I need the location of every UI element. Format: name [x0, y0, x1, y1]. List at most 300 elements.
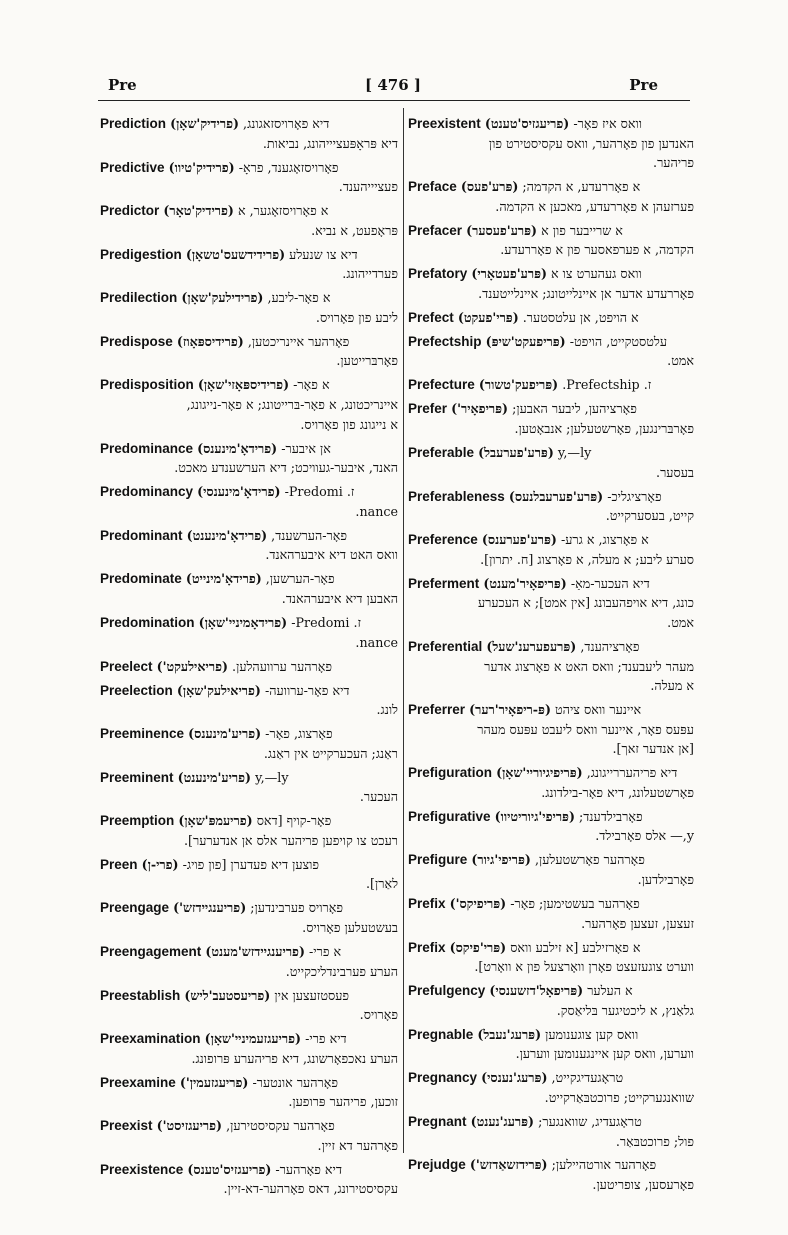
definition-line: בעסער. — [656, 464, 694, 480]
definition-line: הערע פערבינדליכקייט. — [285, 963, 398, 979]
headword: Preexamination — [100, 1031, 201, 1047]
definition-line: לאַרן]. — [366, 876, 398, 892]
entry-first-line — [408, 221, 694, 241]
headword: Prefacer — [408, 222, 463, 238]
pronunciation: (פריעגזעמיניי'שאָן) — [204, 1031, 302, 1047]
definition-text: פאָרהער פאָרשטעלען, — [534, 852, 645, 868]
definition-text: פאָרהער עקסיסטירען, — [226, 1118, 335, 1134]
definition-line: פערזעהן א פאָררעדע, מאכען א הקדמה. — [495, 198, 694, 214]
dictionary-entry — [408, 177, 694, 216]
pronunciation: (פרידילעק'שאָן) — [181, 290, 264, 306]
dictionary-entry — [100, 158, 398, 197]
definition-line: nance. — [355, 634, 398, 650]
entry-first-line — [100, 439, 398, 459]
left-guide-word: Pre — [108, 76, 137, 94]
headword: Prefix — [408, 896, 446, 912]
definition-line: א מעלה. — [650, 678, 694, 694]
pronunciation: (פּריפי'גיור) — [471, 852, 531, 868]
entry-first-line — [100, 768, 398, 788]
headword: Prefecture — [408, 377, 475, 393]
entry-first-line — [100, 201, 398, 221]
headword: Prefatory — [408, 266, 468, 282]
definition-text: ז. Predomi- — [284, 484, 355, 500]
headword: Preeminent — [100, 769, 174, 785]
headword: Preexamine — [100, 1074, 176, 1090]
definition-line: [אן אנדער זאך]. — [612, 741, 694, 757]
pronunciation: (פריעגזיס'טענס) — [187, 1161, 272, 1177]
headword: Preexistence — [100, 1161, 184, 1177]
definition-text: אן איבער- — [281, 440, 331, 456]
dictionary-entry — [408, 850, 694, 889]
headword: Prefix — [408, 939, 446, 955]
entry-first-line — [100, 482, 398, 502]
definition-text: פוצען דיא פעדערן [פון פויג- — [182, 856, 320, 872]
page-header — [98, 76, 688, 98]
pronunciation: (פּ-ריפאָיר'רער) — [469, 702, 551, 718]
definition-line: עפּעס פאָר, איינער וואס ליעבט עפּעס מעהר — [477, 721, 694, 737]
pronunciation: (פּריפיקס') — [449, 896, 507, 912]
headword: Preexist — [100, 1118, 153, 1134]
pronunciation: (פרידיק'טאָר) — [163, 203, 234, 219]
pronunciation: (פּריפאָל'דזשענסי) — [489, 983, 584, 999]
entry-first-line — [100, 855, 398, 875]
entry-first-line — [408, 264, 694, 284]
dictionary-entry — [100, 439, 398, 478]
headword: Predisposition — [100, 377, 194, 393]
definition-line: אמט. — [667, 614, 694, 630]
pronunciation: (פריאילעקט') — [156, 658, 228, 674]
entry-first-line — [408, 1068, 694, 1088]
dictionary-entry — [100, 482, 398, 521]
definition-line: גלאַנץ, א ליכטיגער בּליאַסק. — [556, 1002, 694, 1018]
pronunciation: (פריעסטעב'ליש) — [184, 987, 271, 1003]
dictionary-entry — [408, 894, 694, 933]
dictionary-entry — [100, 811, 398, 850]
headword: Preexistent — [408, 116, 481, 131]
headword: Predictor — [100, 203, 160, 219]
headword: Prefigurative — [408, 808, 491, 824]
pronunciation: (פרידאָ'מינענס) — [197, 440, 278, 456]
headword: Prefect — [408, 309, 454, 325]
definition-text: פאָרהער אורטהיילען; — [551, 1157, 657, 1173]
dictionary-entry — [408, 375, 694, 395]
headword: Preferrer — [408, 702, 466, 718]
definition-text: א פאָרויסזאָגער, א — [238, 203, 329, 219]
definition-text: דיא פרי- — [305, 1031, 347, 1047]
dictionary-entry — [100, 898, 398, 937]
definition-text: טראָגעדיגקייט, — [551, 1070, 624, 1086]
entry-first-line — [408, 981, 694, 1001]
pronunciation: (פּריפעקט'שיפּ) — [485, 333, 566, 349]
entry-first-line — [408, 1155, 694, 1175]
headword: Preferment — [408, 575, 480, 591]
definition-line: ראַנג; העכערקייט אין ראַנג. — [263, 745, 398, 761]
headword: Predispose — [100, 333, 173, 349]
definition-text: וואס איז פאָר- — [573, 116, 642, 131]
dictionary-entry — [100, 375, 398, 434]
dictionary-entry — [100, 1160, 398, 1199]
definition-line: דיא פּראָפּעציייהונג, נביאות. — [262, 135, 398, 151]
pronunciation: (פרידידשעס'טשאָן) — [185, 246, 286, 262]
headword: Predominate — [100, 571, 182, 587]
definition-text: דיא העכער-מאַ- — [570, 575, 650, 591]
right-column — [408, 114, 694, 1199]
definition-line: פערדייהונג. — [342, 266, 398, 282]
dictionary-entry — [408, 221, 694, 260]
dictionary-entry — [100, 613, 398, 652]
definition-text: ז. Prefectship. — [562, 377, 652, 393]
dictionary-entry — [408, 807, 694, 846]
dictionary-entry — [100, 201, 398, 240]
headword: Predictive — [100, 159, 165, 175]
dictionary-entry — [100, 986, 398, 1025]
headword: Predilection — [100, 290, 178, 306]
definition-line: וואס האט דיא איבערהאנד. — [265, 547, 398, 563]
entry-first-line — [408, 637, 694, 657]
pronunciation: (פרידאָ'מינייט) — [185, 571, 262, 587]
pronunciation: (פּריפי'גיוריטיוו) — [494, 808, 575, 824]
dictionary-entry — [100, 768, 398, 807]
definition-line: אמט. — [667, 353, 694, 369]
entry-first-line — [408, 308, 694, 328]
pronunciation: (פרידיספּאָוז) — [176, 333, 244, 349]
definition-line: פּראָפעט, א נביא. — [311, 222, 398, 238]
entry-first-line — [408, 332, 694, 352]
entry-first-line — [408, 399, 694, 419]
dictionary-entry — [408, 1112, 694, 1151]
definition-text: פאָרציהען, ליבער האבען; — [512, 401, 637, 417]
headword: Preelect — [100, 658, 153, 674]
headword: Predominant — [100, 527, 183, 543]
definition-text: א הויפט, אן עלטסטער. — [522, 309, 639, 325]
dictionary-entry — [100, 1116, 398, 1155]
dictionary-entry — [408, 763, 694, 802]
dictionary-entry — [100, 942, 398, 981]
dictionary-entry — [100, 569, 398, 608]
dictionary-entry — [408, 487, 694, 526]
definition-text: א העלער — [587, 983, 633, 999]
entry-first-line — [100, 986, 398, 1006]
definition-line: פול; פרוכטבּאַר. — [615, 1133, 694, 1149]
dictionary-entry — [100, 855, 398, 894]
entry-first-line — [408, 938, 694, 958]
headword: Pregnancy — [408, 1070, 478, 1086]
dictionary-entry — [408, 1068, 694, 1107]
definition-line: nance. — [355, 503, 398, 519]
definition-text: פאָר-הערשענד, — [271, 527, 348, 543]
definition-text: וואס קען צוגענומען — [545, 1026, 639, 1042]
definition-line: עקסיסטירונג, דאס פאָרהער-דא-זיין. — [223, 1181, 398, 1197]
pronunciation: (פרידאָמיניי'שאָן) — [198, 614, 288, 630]
dictionary-entry — [100, 288, 398, 327]
definition-line: כונג, דיא אויפהעבונג [אין אמט]; א העכערע — [477, 595, 694, 611]
dictionary-entry — [408, 700, 694, 759]
definition-line: ווערען, וואס קען איינגענומען ווערען. — [515, 1046, 694, 1062]
definition-line: זוכען, פריהער פּרופען. — [288, 1094, 398, 1110]
pronunciation: (פּרידזשאַדזש') — [469, 1157, 548, 1173]
definition-line: קייט, בעסערקייט. — [605, 508, 694, 524]
definition-text: y,—ly — [557, 445, 592, 461]
pronunciation: (פּרעג'נענט) — [470, 1113, 535, 1129]
definition-line: פאָררעדע אדער אן איינלייטונג; איינלייטענד. — [478, 285, 694, 301]
definition-line: בעשטעלען פאָרויס. — [302, 920, 398, 935]
entry-first-line — [408, 530, 694, 550]
definition-line: א נייגונג פון פאָרויס. — [300, 416, 398, 432]
headword: Predigestion — [100, 246, 182, 262]
dictionary-entry — [100, 332, 398, 371]
entry-first-line — [100, 942, 398, 962]
pronunciation: (פרי-ן) — [141, 856, 179, 872]
entry-first-line — [100, 1160, 398, 1180]
definition-text: פאָר-קויף [דאס — [256, 813, 332, 829]
entry-first-line — [100, 114, 398, 134]
definition-line: סערע ליבע; א מעלה, א פאָרצוג [ח. יתרון]. — [480, 551, 694, 567]
dictionary-entry — [408, 938, 694, 977]
pronunciation: (פריע'מינענס) — [188, 726, 262, 742]
definition-line: פריהער. — [653, 155, 694, 171]
entry-first-line — [100, 288, 398, 308]
pronunciation: (פרידיק'טיוו) — [168, 159, 235, 175]
pronunciation: (פּרע'פערענס) — [481, 532, 557, 548]
definition-text: פאָרהער ערוועהלען. — [232, 658, 333, 674]
headword: Preengagement — [100, 943, 202, 959]
headword: Predominance — [100, 440, 194, 456]
definition-line: האבען דיא איבערהאנד. — [281, 590, 398, 606]
definition-text: פעסטזעצען אין — [274, 987, 350, 1003]
entry-first-line — [100, 569, 398, 589]
headword: Predomination — [100, 614, 195, 630]
definition-text: א פרי- — [309, 943, 342, 959]
definition-line: פאָרעסען, צופריטען. — [592, 1177, 694, 1193]
definition-text: איינער וואס ציהט — [555, 702, 642, 718]
entry-first-line — [408, 1025, 694, 1045]
pronunciation: (פּרע'פעסער) — [466, 222, 538, 238]
definition-text: פאָרויסזאָגענד, פראָ- — [238, 159, 339, 175]
entry-first-line — [408, 807, 694, 827]
definition-line: מעהר ליעבענד; וואס האט א פאָרצוג אדער — [484, 658, 694, 674]
definition-text: טראָגעדיג, שוואנגער; — [538, 1113, 642, 1129]
headword: Preferableness — [408, 488, 505, 504]
headword: Preeminence — [100, 726, 185, 742]
dictionary-entry — [100, 724, 398, 763]
entry-first-line — [100, 898, 398, 918]
dictionary-entry — [100, 526, 398, 565]
dictionary-entry — [408, 264, 694, 303]
pronunciation: (פּרי'פעקט) — [457, 309, 519, 325]
definition-text: דיא פאָרויסזאגונג, — [243, 116, 330, 131]
entry-first-line — [100, 1116, 398, 1136]
definition-text: פאָרויס פערבינדען; — [250, 900, 343, 916]
headword: Prejudge — [408, 1157, 466, 1173]
entry-first-line — [100, 158, 398, 178]
definition-line: שוואנגערקייט; פרוכטבּאַרקייט. — [544, 1089, 694, 1105]
dictionary-entry — [408, 981, 694, 1020]
pronunciation: (פּרע'פעס) — [460, 179, 519, 195]
entry-first-line — [100, 1029, 398, 1049]
definition-text: פאָרהער בעשטימען; פאָר- — [510, 896, 640, 912]
pronunciation: (פּריפאָיר') — [451, 401, 509, 417]
pronunciation: (פריאילעק'שאָן) — [176, 682, 261, 698]
headword: Preen — [100, 856, 138, 872]
entry-first-line — [100, 681, 398, 701]
entry-first-line — [408, 763, 694, 783]
entry-first-line — [100, 657, 398, 677]
entry-first-line — [408, 375, 694, 395]
entry-first-line — [100, 526, 398, 546]
dictionary-entry — [408, 1155, 694, 1194]
definition-line: זעצען, זעצען פאָרהער. — [581, 915, 694, 931]
dictionary-entry — [408, 1025, 694, 1064]
pronunciation: (פּרעג'נענסי) — [481, 1070, 548, 1086]
definition-line: פאָרבילדען. — [637, 872, 694, 888]
headword: Predominancy — [100, 484, 194, 500]
dictionary-entry — [100, 245, 398, 284]
headword: Preemption — [100, 813, 175, 829]
headword: Preferable — [408, 445, 475, 461]
definition-line: הערע נאכפאָרשונג, דיא פריהערע פּרופונג. — [191, 1050, 398, 1066]
definition-text: פאָרצוג, פאָר- — [265, 726, 333, 742]
definition-line: פאָרבּרייטען. — [336, 353, 398, 369]
entry-first-line — [100, 811, 398, 831]
definition-text: דיא פאָר-ערוועה- — [264, 682, 350, 698]
definition-text: ז. Predomi- — [291, 614, 362, 630]
entry-first-line — [408, 574, 694, 594]
pronunciation: (פרידיק'שאָן) — [170, 116, 239, 131]
headword: Preestablish — [100, 987, 181, 1003]
definition-text: פאָר-הערשען, — [265, 571, 335, 587]
pronunciation: (פּרע'פעטאָרי) — [471, 266, 547, 282]
left-column — [100, 114, 398, 1203]
headword: Preface — [408, 179, 457, 195]
entry-first-line — [408, 700, 694, 720]
headword: Preelection — [100, 682, 173, 698]
dictionary-entry — [408, 332, 694, 371]
definition-line: פאָרויס. — [359, 1007, 398, 1023]
pronunciation: (פּרי'פיקס) — [449, 939, 507, 955]
definition-line: פאָרשטעלונג, דיא פאָר-בילדונג. — [541, 784, 694, 800]
entry-first-line — [408, 850, 694, 870]
pronunciation: (פריענגיידזש'מענט) — [205, 943, 305, 959]
definition-line: פאָרבּרינגען, פאָרשטעלען; אנבאָטען. — [514, 421, 694, 437]
definition-text: פאָרהער אונטער- — [252, 1074, 339, 1090]
entry-first-line — [408, 177, 694, 197]
definition-line: פעציייהענד. — [338, 179, 398, 195]
page-number: [ 476 ] — [365, 76, 421, 94]
headword: Pregnant — [408, 1113, 467, 1129]
column-divider — [403, 108, 404, 1153]
entry-first-line — [408, 443, 694, 463]
entry-first-line — [408, 487, 694, 507]
definition-line: העכער. — [359, 789, 398, 805]
headword: Prefigure — [408, 852, 468, 868]
headword: Prediction — [100, 116, 167, 131]
definition-line: ליבע פון פאָרויס. — [315, 309, 398, 325]
pronunciation: (פריענגיידזש') — [173, 900, 247, 916]
definition-text: פאָרהער איינריכטען, — [247, 333, 350, 349]
pronunciation: (פרידאָ'מינענט) — [186, 527, 268, 543]
entry-first-line — [100, 1073, 398, 1093]
pronunciation: (פריעמפּ'שאָן) — [178, 813, 253, 829]
definition-text: וואס געהערט צו א — [551, 266, 642, 282]
dictionary-entry — [408, 530, 694, 569]
definition-line: רעכט צו קויפען פריהער אלס אן אנדערער]. — [184, 832, 398, 848]
pronunciation: (פּרע'פערעבל) — [478, 445, 554, 461]
definition-text: א פאָרצוג, א גרע- — [560, 532, 649, 548]
definition-text: א שרייבער פון א — [541, 222, 623, 238]
entry-first-line — [100, 724, 398, 744]
definition-text: פאָרציהענד, — [580, 638, 640, 654]
headword: Pregnable — [408, 1026, 474, 1042]
headword: Prefulgency — [408, 983, 486, 999]
entry-first-line — [100, 375, 398, 395]
definition-line: האנדען פון פאָרהער, וואס עקסיסטירט פון — [488, 135, 694, 151]
pronunciation: (פּריפיגיוריי'שאָן) — [496, 765, 583, 781]
definition-text: א פאָר-ליבע, — [267, 290, 331, 306]
right-guide-word: Pre — [629, 76, 658, 94]
pronunciation: (פּריפעק'טשור) — [478, 377, 559, 393]
pronunciation: (פּרעג'נעבל) — [477, 1026, 542, 1042]
pronunciation: (פרידיספּאָזי'שאָן) — [197, 377, 290, 393]
dictionary-entry — [408, 308, 694, 328]
dictionary-entry — [100, 1029, 398, 1068]
definition-text: y,—ly — [255, 769, 289, 785]
pronunciation: (פּריפאָיר'מענט) — [483, 575, 567, 591]
definition-line: הקדמה, א פערפאסער פון א פאָררעדע. — [500, 242, 694, 258]
definition-line: האנד, איבער-געוויכט; דיא הערשענדע מאכט. — [174, 460, 398, 476]
definition-text: א פאָר- — [293, 377, 330, 393]
dictionary-entry — [408, 574, 694, 633]
pronunciation: (פּרע'פערעבלנעס) — [508, 488, 604, 504]
header-rule — [98, 100, 690, 101]
dictionary-entry — [408, 399, 694, 438]
definition-text: א פאָררעדע, א הקדמה; — [522, 179, 641, 195]
dictionary-entry — [100, 114, 398, 153]
headword: Preferential — [408, 638, 483, 654]
definition-text: א פאָרזילבע [א זילבע וואס — [510, 939, 641, 955]
headword: Prefiguration — [408, 765, 493, 781]
entry-first-line — [408, 114, 694, 134]
headword: Prefer — [408, 401, 448, 417]
definition-text: עלטסטקייט, הויפט- — [569, 333, 668, 349]
definition-text: פאָרבילדענד; — [579, 808, 643, 824]
definition-line: ווערט צוגעזעצט פאָרן וואָרצעל פון א וואָרט]. — [474, 959, 694, 975]
dictionary-entry — [408, 637, 694, 696]
pronunciation: (פריעגזיס'טענט) — [484, 116, 570, 131]
definition-line: איינריכטונג, א פאָר-בּרייטונג; א פאָר-נייגונג, — [186, 397, 398, 413]
entry-first-line — [100, 613, 398, 633]
entry-first-line — [408, 894, 694, 914]
dictionary-entry — [100, 657, 398, 677]
definition-line: לונג. — [376, 702, 398, 718]
dictionary-entry — [100, 681, 398, 720]
definition-text: דיא פאָרהער- — [275, 1161, 342, 1177]
entry-first-line — [408, 1112, 694, 1132]
dictionary-entry — [408, 114, 694, 173]
pronunciation: (פריע'מינענט) — [177, 769, 252, 785]
dictionary-entry — [408, 443, 694, 482]
definition-text: דיא פריהעררייגונג, — [586, 765, 678, 781]
dictionary-entry — [100, 1073, 398, 1112]
pronunciation: (פריעגזיסט') — [156, 1118, 223, 1134]
entry-first-line — [100, 245, 398, 265]
pronunciation: (פרידאָ'מינענסי) — [197, 484, 281, 500]
definition-line: פאָרהער דא זיין. — [317, 1137, 398, 1153]
headword: Prefectship — [408, 333, 482, 349]
headword: Preference — [408, 532, 478, 548]
headword: Preengage — [100, 900, 170, 916]
entry-first-line — [100, 332, 398, 352]
definition-line: y,— אלס פאָרבילד. — [595, 828, 694, 844]
